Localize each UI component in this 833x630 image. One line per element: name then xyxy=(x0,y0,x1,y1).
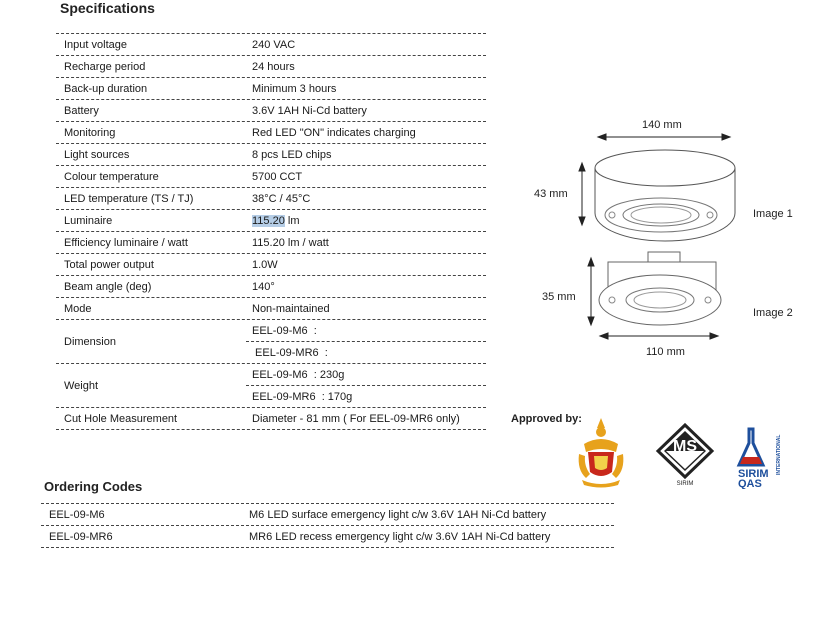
spec-subvalue: EEL-09-MR6 : xyxy=(246,341,486,363)
spec-value: Minimum 3 hours xyxy=(252,82,337,95)
spec-value: Diameter - 81 mm ( For EEL-09-MR6 only) xyxy=(252,412,460,425)
spec-row-dimension xyxy=(56,320,486,364)
spec-label: Monitoring xyxy=(64,126,116,139)
spec-value-unit: lm xyxy=(284,214,300,227)
spec-label: Beam angle (deg) xyxy=(64,280,152,293)
spec-label: Weight xyxy=(64,379,99,392)
spec-row-luminaire xyxy=(56,210,486,232)
spec-value: 115.20 lm / watt xyxy=(252,236,329,249)
specifications-table xyxy=(56,33,486,430)
ms-sirim-logo xyxy=(654,423,716,487)
ordering-code: EEL-09-M6 xyxy=(49,508,105,521)
dimension-diagrams xyxy=(520,110,820,370)
international-logo-text: INTERNATIONAL xyxy=(776,434,782,475)
spec-label: Cut Hole Measurement xyxy=(64,412,178,425)
spec-row-efficiency xyxy=(56,232,486,254)
spec-row-recharge-period xyxy=(56,56,486,78)
spec-label: Light sources xyxy=(64,148,130,161)
image1-height-arrow xyxy=(579,163,585,225)
spec-label: Total power output xyxy=(64,258,154,271)
spec-row-weight xyxy=(56,364,486,408)
spec-row-mode xyxy=(56,298,486,320)
ordering-description: M6 LED surface emergency light c/w 3.6V 1AH Ni-Cd battery xyxy=(249,508,547,521)
spec-row-monitoring xyxy=(56,122,486,144)
spec-row-colour-temperature xyxy=(56,166,486,188)
spec-label: Efficiency luminaire / watt xyxy=(64,236,188,249)
sirim-logo-text: SIRIM xyxy=(738,468,769,480)
image2-caption: Image 2 xyxy=(753,307,793,319)
spec-row-led-temperature xyxy=(56,188,486,210)
spec-row-battery xyxy=(56,100,486,122)
selected-text-highlight[interactable]: 115.20 xyxy=(252,214,285,227)
spec-label: Mode xyxy=(64,302,92,315)
image2-fixture xyxy=(599,252,721,325)
image1-caption: Image 1 xyxy=(753,208,793,220)
image2-height-arrow xyxy=(588,258,594,325)
spec-value: 1.0W xyxy=(252,258,278,271)
qas-logo-text: QAS xyxy=(738,478,762,489)
spec-value: 38°C / 45°C xyxy=(252,192,311,205)
spec-value: 140° xyxy=(252,280,275,293)
spec-row-light-sources xyxy=(56,144,486,166)
spec-value xyxy=(246,215,486,227)
spec-value: Red LED "ON" indicates charging xyxy=(252,126,416,139)
ordering-codes-title: Ordering Codes xyxy=(44,479,143,494)
crest-logo xyxy=(576,416,626,488)
spec-value: 24 hours xyxy=(252,60,295,73)
ordering-codes-table xyxy=(41,503,614,548)
spec-row-backup-duration xyxy=(56,78,486,100)
spec-label: Back-up duration xyxy=(64,82,148,95)
spec-row-beam-angle xyxy=(56,276,486,298)
image1-height-label: 43 mm xyxy=(534,188,568,200)
spec-subvalue: EEL-09-MR6 : 170g xyxy=(246,385,486,407)
ms-logo-subtext: SIRIM xyxy=(676,481,694,487)
spec-value: 5700 CCT xyxy=(252,170,303,183)
image1-width-arrow xyxy=(598,134,730,140)
spec-label: Battery xyxy=(64,104,99,117)
spec-value: 240 VAC xyxy=(252,38,296,51)
sirim-qas-logo xyxy=(735,425,785,489)
spec-label: Dimension xyxy=(64,335,116,348)
approved-by-label: Approved by: xyxy=(511,413,582,425)
image2-width-arrow xyxy=(600,333,718,339)
spec-label: Luminaire xyxy=(64,214,113,227)
ordering-code: EEL-09-MR6 xyxy=(49,530,113,543)
ms-logo-text: MS xyxy=(673,438,697,455)
spec-value: 3.6V 1AH Ni-Cd battery xyxy=(252,104,367,117)
ordering-description: MR6 LED recess emergency light c/w 3.6V 1AH Ni-Cd battery xyxy=(249,530,551,543)
spec-label: Recharge period xyxy=(64,60,146,73)
spec-label: Colour temperature xyxy=(64,170,159,183)
image1-fixture xyxy=(595,150,735,241)
spec-subvalue: EEL-09-M6 : xyxy=(252,324,317,337)
spec-value: Non-maintained xyxy=(252,302,330,315)
spec-value: 8 pcs LED chips xyxy=(252,148,332,161)
image2-width-label: 110 mm xyxy=(646,346,685,358)
image1-width-label: 140 mm xyxy=(642,119,682,131)
specifications-title: Specifications xyxy=(60,0,155,16)
spec-row-total-power xyxy=(56,254,486,276)
spec-row-cut-hole xyxy=(56,408,486,430)
image2-height-label: 35 mm xyxy=(542,291,576,303)
spec-row-input-voltage xyxy=(56,33,486,56)
ordering-row xyxy=(41,503,614,526)
spec-label: LED temperature (TS / TJ) xyxy=(64,192,194,205)
ordering-row xyxy=(41,526,614,548)
spec-label: Input voltage xyxy=(64,38,127,51)
spec-subvalue: EEL-09-M6 : 230g xyxy=(252,368,345,381)
